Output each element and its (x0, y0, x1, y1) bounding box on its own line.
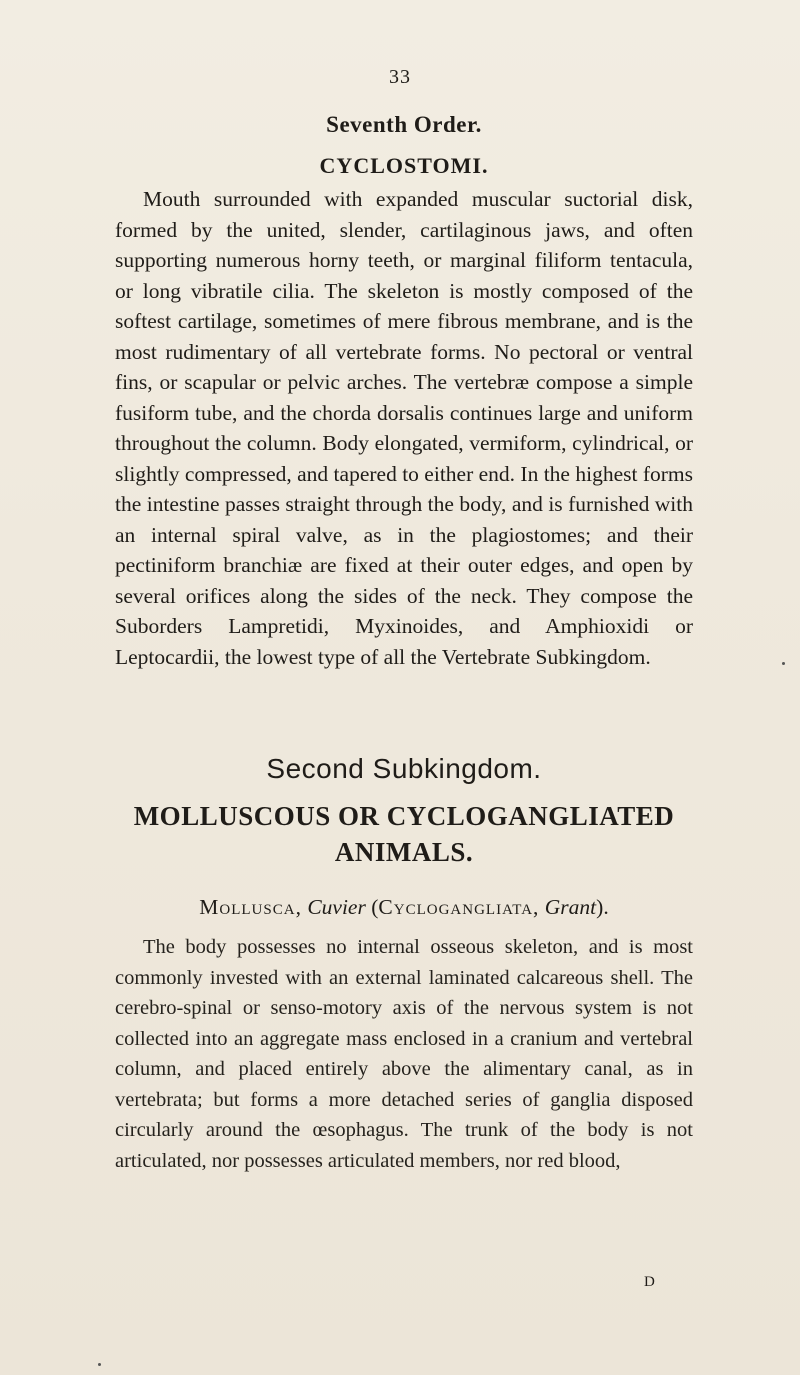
cyclostomi-paragraph: Mouth surrounded with expanded muscular suctorial disk, formed by the united, slender, cartilaginous jaws, and often supporting numerous horny teeth, or marginal filiform tentacula, or long vibratile cilia. The skeleton is mostly composed of the softest cartilage, sometimes of mere fibrous membrane, and is the most rudimentary of all vertebrate forms. No pectoral or ventral fins, or scapular or pelvic arches. The vertebræ compose a simple fusiform tube, and the chorda dorsalis continues large and uniform throughout the column. Body elongated, vermiform, cylindrical, or slightly compressed, and tapered to either end. In the highest forms the intestine passes straight through the body, and is furnished with an internal spiral valve, as in the plagiostomes; and their pectiniform branchiæ are fixed at their outer edges, and open by several orifices along the sides of the neck. They compose the Suborders Lampretidi, Myxinoides, and Amphioxidi or Leptocardii, the lowest type of all the Vertebrate Subkingdom. (115, 187, 693, 669)
taxon-authority (115, 892, 693, 922)
group-title-line2: ANIMALS. (334, 837, 474, 867)
signature-mark: D (644, 1274, 655, 1290)
paper-speck (782, 662, 785, 665)
taxon-name-mollusca: Mollusca, (199, 895, 302, 919)
open-paren: ( (371, 895, 379, 919)
paper-speck (98, 1363, 101, 1366)
close-paren: ). (596, 895, 609, 919)
group-title-line1: MOLLUSCOUS OR CYCLOGANGLIATED (133, 801, 675, 831)
molluscous-paragraph: The body possesses no internal osseous skeleton, and is most commonly invested with an external laminated calcareous shell. The cerebro-spinal or senso-motory axis of the nervous system is not collected into an aggregate mass enclosed in a cranium and vertebral column, and placed entirely above the alimentary canal, as in vertebrata; but forms a more detached series of ganglia disposed circularly around the œsophagus. The trunk of the body is not articulated, nor possesses articulated members, nor red blood, (115, 936, 693, 1172)
subkingdom-title: Second Subkingdom. (266, 753, 542, 784)
author-grant: Grant (544, 895, 597, 919)
page-content (115, 108, 693, 1176)
order-title: Seventh Order. (326, 112, 482, 137)
page-number: 33 (389, 66, 411, 88)
taxon-name-cyclogangliata: Cyclogangliata, (378, 895, 540, 919)
author-cuvier: Cuvier (307, 895, 366, 919)
order-name: CYCLOSTOMI. (319, 153, 489, 178)
